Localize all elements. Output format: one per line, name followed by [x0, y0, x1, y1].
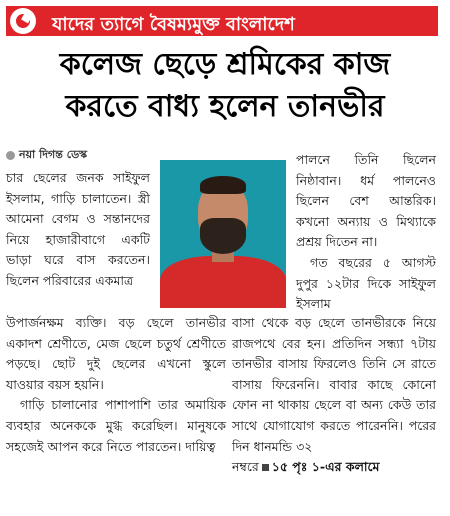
banner-title: যাদের ত্যাগে বৈষম্যমুক্ত বাংলাদেশ: [52, 14, 295, 35]
jump-reference[interactable]: ১৫ পৃঃ ১-এর কলামে: [271, 459, 380, 475]
paragraph-1-bottom: উপার্জনক্ষম ব্যক্তি। বড় ছেলে তানভীর একাদশ শ্রেণীতে, মেজ ছেলে চতুর্থ শ্রেণীতে পড়ছে। ছোট দুই ছেলের এখনো স্কুলে যাওয়ার বয়স হয়নি।: [6, 315, 226, 392]
byline-text: নয়া দিগন্ত ডেস্ক: [19, 148, 88, 161]
paragraph-col2-top: পালনে তিনি ছিলেন নিষ্ঠাবান। ধর্ম পালনেও ছিলেন বেশ আন্তরিক। কখনো অন্যায় ও মিথ্যাকে প্রশ্রয় দিতেন না।: [296, 152, 436, 250]
bullet-icon: [6, 151, 15, 160]
jump-marker-icon: [262, 464, 269, 471]
section-banner: [6, 6, 438, 36]
paragraph-2: গাড়ি চালানোর পাশাপাশি তার অমায়িক ব্যবহার অনেককে মুগ্ধ করেছিল। মানুষকে সহজেই আপন করে নিতে পারতেন। দায়িত্ব: [6, 397, 226, 454]
headline: [0, 44, 450, 128]
column-1-top: [6, 168, 150, 292]
column-2-bottom: [232, 313, 436, 478]
end-text: নম্বরে: [232, 459, 259, 475]
headline-line-1: কলেজ ছেড়ে শ্রমিকের কাজ: [59, 47, 391, 82]
newspaper-logo-icon: [10, 8, 36, 34]
headline-line-2: করতে বাধ্য হলেন তানভীর: [65, 89, 385, 124]
portrait-photo: [160, 160, 286, 308]
paragraph-3-top: গত বছরের ৫ আগস্ট দুপুর ১২টার দিকে সাইফুল ইসলাম: [296, 254, 436, 312]
column-2-top: [296, 150, 436, 315]
paragraph-3-bottom: বাসা থেকে বড় ছেলে তানভীরকে নিয়ে রাজপথে বের হন। প্রতিদিন সন্ধ্যা ৭টায় তানভীর বাসায় ফিরলেও তিনি সে রাতে বাসায় ফিরেননি। বাবার কাছে কোনো ফোন না থাকায় ছেলে বা অন্য কেউ তার সাথে যোগাযোগ করতে পারেননি। পরের দিন ধানমন্ডি ৩২: [232, 315, 436, 454]
byline: [6, 146, 87, 165]
continuation-line: [232, 457, 436, 478]
paragraph-1-top: চার ছেলের জনক সাইফুল ইসলাম, গাড়ি চালাতেন। স্ত্রী আমেনা বেগম ও সন্তানদের নিয়ে হাজারীবাগে একটি ভাড়া ঘরে বাস করতেন। ছিলেন পরিবারের একমাত্র: [6, 170, 150, 288]
column-1-bottom: [6, 313, 226, 457]
